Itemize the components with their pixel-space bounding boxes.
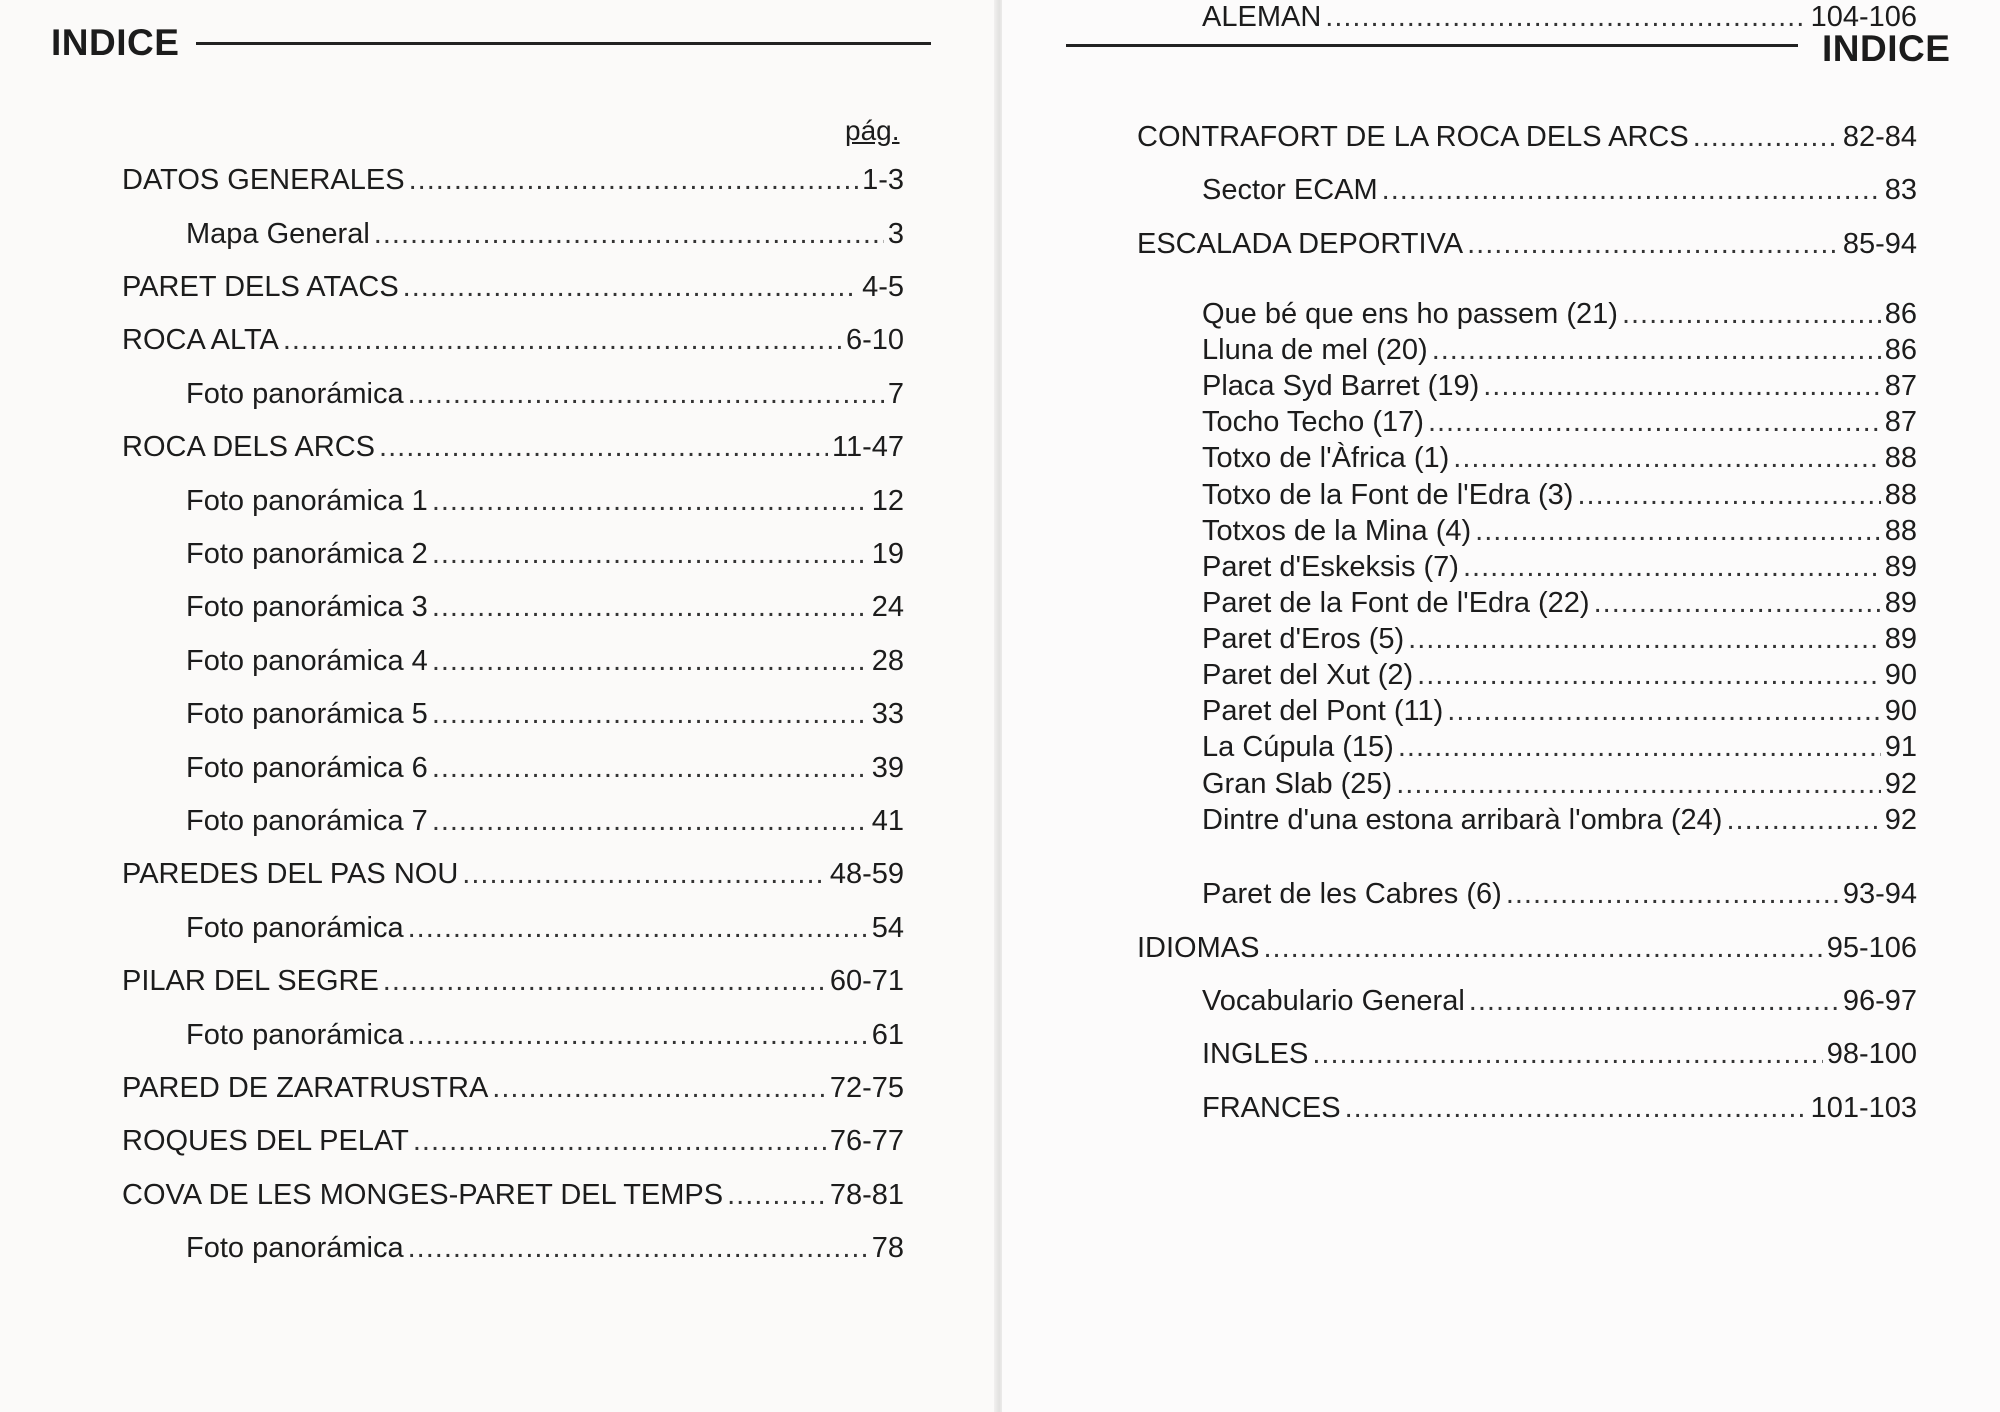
toc-entry bbox=[1202, 514, 1917, 548]
toc-entry bbox=[1202, 803, 1917, 837]
toc-entry-label: Placa Syd Barret (19) bbox=[1202, 370, 1480, 402]
toc-entry-page: 89 bbox=[1884, 551, 1917, 583]
toc-entry bbox=[1202, 1091, 1917, 1125]
toc-entry-label: ROCA DELS ARCS bbox=[122, 431, 376, 463]
right-page-title: INDICE bbox=[1822, 28, 1951, 69]
toc-entry-label: Foto panorámica 4 bbox=[186, 645, 428, 677]
toc-entry-label: Vocabulario General bbox=[1202, 985, 1465, 1017]
toc-entry-label: Foto panorámica bbox=[186, 1232, 404, 1264]
toc-entry-label: PARET DELS ATACS bbox=[122, 271, 399, 303]
toc-entry-page: 101-103 bbox=[1810, 1092, 1917, 1124]
right-page bbox=[1002, 0, 2000, 1412]
toc-entry bbox=[1202, 173, 1917, 207]
dot-leader bbox=[403, 270, 858, 304]
toc-entry-page: 82-84 bbox=[1842, 121, 1917, 153]
toc-entry-label: Paret del Xut (2) bbox=[1202, 659, 1414, 691]
dot-leader bbox=[432, 537, 868, 571]
toc-entry-page: 61 bbox=[871, 1019, 904, 1051]
toc-entry-page: 76-77 bbox=[829, 1125, 904, 1157]
toc-entry-page: 48-59 bbox=[829, 858, 904, 890]
toc-entry-page: 85-94 bbox=[1842, 228, 1917, 260]
dot-leader bbox=[1447, 694, 1880, 728]
toc-entry-page: 90 bbox=[1884, 695, 1917, 727]
dot-leader bbox=[432, 804, 868, 838]
toc-entry-page: 90 bbox=[1884, 659, 1917, 691]
toc-entry-page: 92 bbox=[1884, 768, 1917, 800]
left-page bbox=[0, 0, 998, 1412]
toc-entry-page: 78 bbox=[871, 1232, 904, 1264]
toc-entry-label: Foto panorámica bbox=[186, 1019, 404, 1051]
toc-entry-page: 28 bbox=[871, 645, 904, 677]
dot-leader bbox=[1594, 586, 1881, 620]
toc-entry-page: 104-106 bbox=[1810, 1, 1917, 33]
dot-leader bbox=[1506, 877, 1839, 911]
toc-entry bbox=[1202, 877, 1917, 911]
toc-entry-page: 89 bbox=[1884, 623, 1917, 655]
toc-entry bbox=[186, 217, 904, 251]
toc-entry-label: ROCA ALTA bbox=[122, 324, 279, 356]
toc-entry-label: Paret d'Eros (5) bbox=[1202, 623, 1405, 655]
toc-entry-label: PAREDES DEL PAS NOU bbox=[122, 858, 459, 890]
dot-leader bbox=[1325, 0, 1806, 34]
toc-entry-page: 95-106 bbox=[1826, 932, 1917, 964]
dot-leader bbox=[408, 377, 884, 411]
dot-leader bbox=[1396, 767, 1881, 801]
toc-entry-label: Foto panorámica 5 bbox=[186, 698, 428, 730]
toc-entry-label: Foto panorámica 1 bbox=[186, 485, 428, 517]
toc-entry-label: INGLES bbox=[1202, 1038, 1309, 1070]
toc-entry bbox=[1202, 767, 1917, 801]
dot-leader bbox=[1483, 369, 1881, 403]
toc-entry-page: 88 bbox=[1884, 479, 1917, 511]
dot-leader bbox=[1428, 405, 1881, 439]
toc-entry bbox=[186, 644, 904, 678]
toc-entry-label: Foto panorámica 6 bbox=[186, 752, 428, 784]
toc-entry bbox=[1202, 405, 1917, 439]
toc-entry-page: 41 bbox=[871, 805, 904, 837]
dot-leader bbox=[1382, 173, 1881, 207]
toc-entry-page: 72-75 bbox=[829, 1072, 904, 1104]
dot-leader bbox=[379, 430, 828, 464]
toc-entry-page: 83 bbox=[1884, 174, 1917, 206]
page-column-label: pág. bbox=[845, 115, 900, 146]
dot-leader bbox=[1312, 1037, 1822, 1071]
toc-entry-page: 92 bbox=[1884, 804, 1917, 836]
toc-entry bbox=[1202, 1037, 1917, 1071]
toc-entry-label: Foto panorámica 7 bbox=[186, 805, 428, 837]
toc-entry bbox=[122, 1178, 904, 1212]
toc-entry-page: 4-5 bbox=[862, 271, 904, 303]
toc-entry-page: 98-100 bbox=[1826, 1038, 1917, 1070]
toc-entry bbox=[186, 1231, 904, 1265]
toc-entry-page: 91 bbox=[1884, 731, 1917, 763]
dot-leader bbox=[1345, 1091, 1807, 1125]
toc-entry-label: Sector ECAM bbox=[1202, 174, 1378, 206]
toc-entry bbox=[1137, 931, 1917, 965]
toc-entry-label: Foto panorámica bbox=[186, 378, 404, 410]
left-page-title: INDICE bbox=[51, 22, 180, 63]
toc-entry-page: 1-3 bbox=[862, 164, 904, 196]
toc-entry-page: 78-81 bbox=[829, 1179, 904, 1211]
toc-entry-label: Totxo de l'Àfrica (1) bbox=[1202, 442, 1450, 474]
toc-entry-page: 87 bbox=[1884, 370, 1917, 402]
toc-entry bbox=[186, 1018, 904, 1052]
dot-leader bbox=[1263, 931, 1822, 965]
toc-entry-page: 11-47 bbox=[831, 431, 904, 463]
toc-entry-page: 3 bbox=[887, 218, 904, 250]
toc-entry-page: 86 bbox=[1884, 298, 1917, 330]
dot-leader bbox=[492, 1071, 826, 1105]
toc-entry-page: 6-10 bbox=[845, 324, 904, 356]
toc-entry-label: Totxo de la Font de l'Edra (3) bbox=[1202, 479, 1574, 511]
dot-leader bbox=[1463, 550, 1881, 584]
dot-leader bbox=[1398, 730, 1881, 764]
toc-entry-label: Totxos de la Mina (4) bbox=[1202, 515, 1472, 547]
toc-entry-label: ESCALADA DEPORTIVA bbox=[1137, 228, 1464, 260]
toc-entry-label: ROQUES DEL PELAT bbox=[122, 1125, 409, 1157]
toc-entry-page: 54 bbox=[871, 912, 904, 944]
toc-entry bbox=[1202, 333, 1917, 367]
toc-entry bbox=[186, 751, 904, 785]
toc-entry-page: 12 bbox=[871, 485, 904, 517]
toc-entry bbox=[186, 537, 904, 571]
toc-entry-label: DATOS GENERALES bbox=[122, 164, 405, 196]
dot-leader bbox=[1408, 622, 1881, 656]
toc-entry bbox=[1202, 622, 1917, 656]
toc-entry-label: Paret de les Cabres (6) bbox=[1202, 878, 1502, 910]
toc-entry bbox=[1202, 0, 1917, 34]
toc-entry bbox=[122, 270, 904, 304]
dot-leader bbox=[1453, 441, 1880, 475]
left-header-rule bbox=[196, 42, 931, 45]
toc-entry bbox=[122, 857, 904, 891]
toc-entry bbox=[122, 964, 904, 998]
dot-leader bbox=[432, 484, 868, 518]
dot-leader bbox=[432, 590, 868, 624]
toc-entry-page: 93-94 bbox=[1842, 878, 1917, 910]
dot-leader bbox=[1693, 120, 1839, 154]
toc-entry bbox=[186, 590, 904, 624]
toc-entry bbox=[1202, 586, 1917, 620]
toc-entry bbox=[1202, 369, 1917, 403]
toc-entry-page: 96-97 bbox=[1842, 985, 1917, 1017]
dot-leader bbox=[432, 644, 868, 678]
toc-entry-page: 88 bbox=[1884, 442, 1917, 474]
toc-entry-page: 87 bbox=[1884, 406, 1917, 438]
dot-leader bbox=[408, 911, 868, 945]
toc-entry-label: Paret de la Font de l'Edra (22) bbox=[1202, 587, 1590, 619]
toc-entry-page: 19 bbox=[871, 538, 904, 570]
toc-entry bbox=[122, 1071, 904, 1105]
toc-entry bbox=[1202, 730, 1917, 764]
toc-entry bbox=[122, 163, 904, 197]
toc-entry-label: Paret d'Eskeksis (7) bbox=[1202, 551, 1459, 583]
toc-entry-label: Dintre d'una estona arribarà l'ombra (24) bbox=[1202, 804, 1723, 836]
toc-entry bbox=[1137, 227, 1917, 261]
dot-leader bbox=[1475, 514, 1881, 548]
toc-entry bbox=[1202, 984, 1917, 1018]
toc-entry-label: Foto panorámica 3 bbox=[186, 591, 428, 623]
toc-entry-page: 86 bbox=[1884, 334, 1917, 366]
toc-entry bbox=[1202, 297, 1917, 331]
dot-leader bbox=[413, 1124, 826, 1158]
toc-entry-label: Lluna de mel (20) bbox=[1202, 334, 1428, 366]
dot-leader bbox=[462, 857, 826, 891]
toc-entry-page: 89 bbox=[1884, 587, 1917, 619]
toc-entry-label: Paret del Pont (11) bbox=[1202, 695, 1444, 727]
toc-entry-label: Foto panorámica bbox=[186, 912, 404, 944]
toc-entry bbox=[186, 697, 904, 731]
toc-entry-label: FRANCES bbox=[1202, 1092, 1341, 1124]
toc-entry bbox=[1202, 658, 1917, 692]
dot-leader bbox=[408, 1231, 868, 1265]
toc-entry-label: COVA DE LES MONGES-PARET DEL TEMPS bbox=[122, 1179, 724, 1211]
toc-entry bbox=[1202, 694, 1917, 728]
toc-entry bbox=[186, 804, 904, 838]
toc-entry-page: 88 bbox=[1884, 515, 1917, 547]
toc-entry bbox=[186, 377, 904, 411]
toc-entry-page: 7 bbox=[887, 378, 904, 410]
toc-entry-label: CONTRAFORT DE LA ROCA DELS ARCS bbox=[1137, 121, 1689, 153]
toc-entry-label: PARED DE ZARATRUSTRA bbox=[122, 1072, 489, 1104]
dot-leader bbox=[383, 964, 826, 998]
dot-leader bbox=[408, 1018, 868, 1052]
toc-entry bbox=[1202, 550, 1917, 584]
toc-entry-label: Mapa General bbox=[186, 218, 370, 250]
toc-entry bbox=[122, 323, 904, 357]
dot-leader bbox=[1469, 984, 1839, 1018]
toc-entry-label: Tocho Techo (17) bbox=[1202, 406, 1424, 438]
dot-leader bbox=[374, 217, 884, 251]
toc-entry-label: ALEMAN bbox=[1202, 1, 1322, 33]
dot-leader bbox=[1432, 333, 1881, 367]
toc-entry-label: PILAR DEL SEGRE bbox=[122, 965, 379, 997]
toc-entry-label: Foto panorámica 2 bbox=[186, 538, 428, 570]
toc-entry bbox=[122, 1124, 904, 1158]
dot-leader bbox=[283, 323, 842, 357]
toc-entry bbox=[1202, 478, 1917, 512]
dot-leader bbox=[409, 163, 859, 197]
toc-entry bbox=[186, 484, 904, 518]
dot-leader bbox=[727, 1178, 826, 1212]
dot-leader bbox=[432, 751, 868, 785]
toc-entry-page: 33 bbox=[871, 698, 904, 730]
toc-entry-label: IDIOMAS bbox=[1137, 932, 1260, 964]
toc-entry-label: Que bé que ens ho passem (21) bbox=[1202, 298, 1618, 330]
toc-entry bbox=[1202, 441, 1917, 475]
dot-leader bbox=[1467, 227, 1839, 261]
right-header-rule bbox=[1066, 44, 1798, 47]
dot-leader bbox=[432, 697, 868, 731]
dot-leader bbox=[1417, 658, 1881, 692]
toc-entry-page: 60-71 bbox=[829, 965, 904, 997]
dot-leader bbox=[1622, 297, 1881, 331]
dot-leader bbox=[1726, 803, 1880, 837]
toc-entry bbox=[1137, 120, 1917, 154]
toc-entry-label: La Cúpula (15) bbox=[1202, 731, 1394, 763]
toc-entry-label: Gran Slab (25) bbox=[1202, 768, 1393, 800]
toc-entry bbox=[186, 911, 904, 945]
toc-entry-page: 39 bbox=[871, 752, 904, 784]
toc-entry bbox=[122, 430, 904, 464]
dot-leader bbox=[1577, 478, 1880, 512]
toc-entry-page: 24 bbox=[871, 591, 904, 623]
